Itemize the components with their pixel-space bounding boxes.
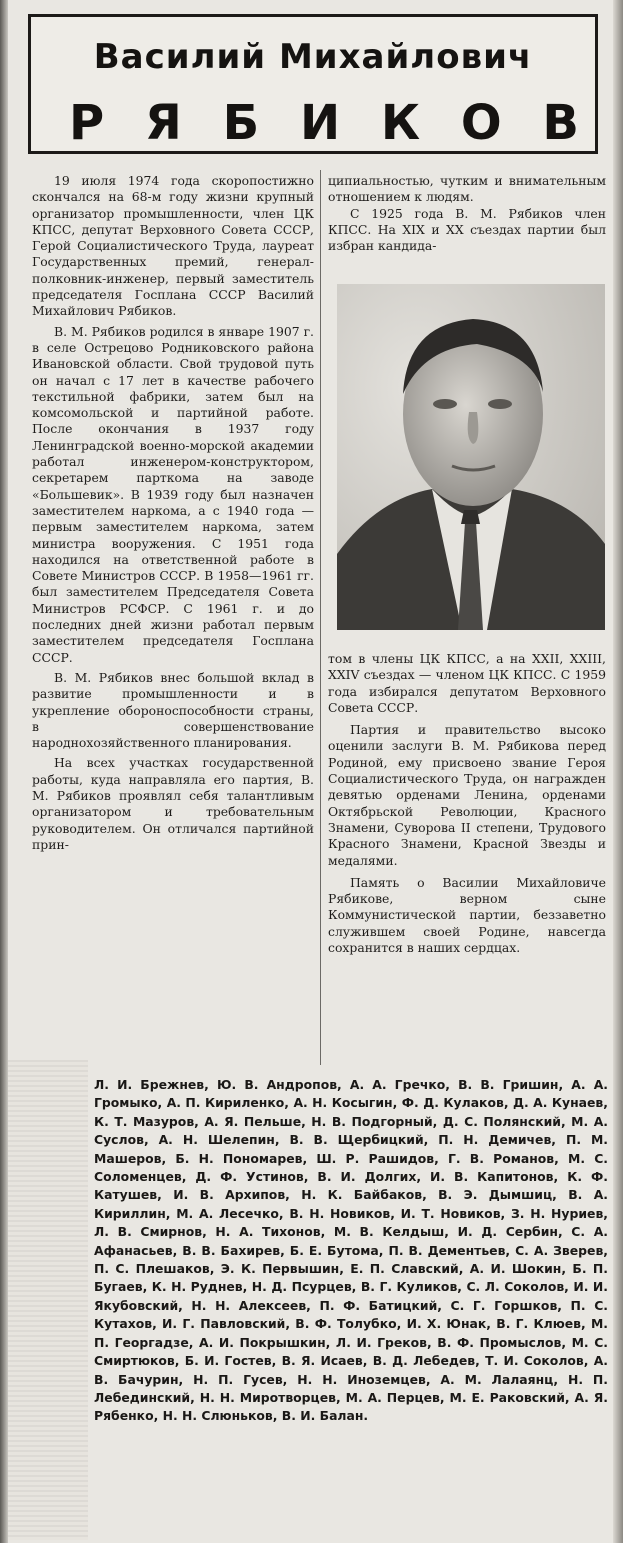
page-edge-left [0,0,8,1543]
title-letter: Б [222,95,260,151]
article-paragraph: На всех участках государственной работы, куда направляла его партия, В. М. Рябиков проявлял себя талантливым организатором и требовательным руководителем. Он отличался партийной прин- [32,755,314,852]
title-letter: И [299,95,341,151]
obituary-title-box [28,14,598,154]
title-letter: В [542,95,579,151]
article-paragraph: Память о Василии Михайловиче Рябикове, верном сыне Коммунистической партии, беззаветно служившем своей Родине, навсегда сохранится в наших сердцах. [328,874,606,956]
title-letter: Р [69,95,105,151]
portrait-photo [337,284,605,630]
article-paragraph: Партия и правительство высоко оценили заслуги В. М. Рябикова перед Родиной, ему присвоено звание Героя Социалистического Труда, он награжден девятью орденами Ленина, орденами Октябрьской Революции, Красного Знамени, Суворова II степени, Трудового Красного Знамени, Красной Звезды и медалями. [328,722,606,868]
title-letter: Я [144,95,182,151]
article-paragraph: В. М. Рябиков родился в январе 1907 г. в селе Острецово Родниковского района Ивановской области. Свой трудовой путь он начал с 17 лет в качестве рабочего текстильной фабрики, затем был на комсомольской и партийной работе. После окончания в 1937 году Ленинградской военно-морской академии работал инженером-конструктором, секретарем парткома на заводе «Большевик». В 1939 году был назначен заместителем наркома, а с 1940 года — первым заместителем наркома, затем министра вооружения. С 1951 года находился на ответственной работе в Совете Министров СССР. В 1958—1961 гг. был заместителем Председателя Совета Министров РСФСР. С 1961 г. и до последних дней жизни работал первым заместителем председателя Госплана СССР. [32,323,314,665]
adjacent-page-fragment [8,1060,88,1540]
title-last-name [69,95,579,151]
article-right-column-bottom [328,651,606,956]
title-letter: К [380,95,421,151]
column-divider [320,170,321,1065]
article-right-column-top [328,173,606,254]
page-edge-right [613,0,623,1543]
article-paragraph: В. М. Рябиков внес большой вклад в развитие промышленности и в укрепление обороноспособности страны, в совершенствование народнохозяйственного планирования. [32,669,314,751]
article-left-column [32,173,314,853]
title-letter: О [460,95,502,151]
article-paragraph: С 1925 года В. М. Рябиков член КПСС. На XIX и XX съездах партии был избран кандида- [328,205,606,254]
article-paragraph: 19 июля 1974 года скоропостижно скончался на 68-м году жизни крупный организатор промышленности, член ЦК КПСС, депутат Верховного Совета СССР, Герой Социалистического Труда, лауреат Государственных премий, генерал-полковник-инженер, первый заместитель председателя Госплана СССР Василий Михайлович Рябиков. [32,173,314,319]
signatories-list: Л. И. Брежнев, Ю. В. Андропов, А. А. Гречко, В. В. Гришин, А. А. Громыко, А. П. Кириленко, А. Н. Косыгин, Ф. Д. Кулаков, Д. А. Кунаев, К. Т. Мазуров, А. Я. Пельше, Н. В. Подгорный, Д. С. Полянский, М. А. Суслов, А. Н. Шелепин, В. В. Щербицкий, П. Н. Демичев, П. М. Машеров, Б. Н. Пономарев, Ш. Р. Рашидов, Г. В. Романов, М. С. Соломенцев, Д. Ф. Устинов, В. И. Долгих, И. В. Капитонов, К. Ф. Катушев, И. В. Архипов, Н. К. Байбаков, В. Э. Дымшиц, В. А. Кириллин, М. А. Лесечко, В. Н. Новиков, И. Т. Новиков, З. Н. Нуриев, Л. В. Смирнов, Н. А. Тихонов, М. В. Келдыш, И. Д. Сербин, С. А. Афанасьев, В. В. Бахирев, Б. Е. Бутома, П. В. Дементьев, С. А. Зверев, П. С. Плешаков, Э. К. Первышин, Е. П. Славский, А. И. Шокин, Б. П. Бугаев, К. Н. Руднев, Н. Д. Псурцев, В. Г. Куликов, С. Л. Соколов, И. И. Якубовский, Н. Н. Алексеев, П. Ф. Батицкий, С. Г. Горшков, П. С. Кутахов, И. Г. Павловский, В. Ф. Толубко, И. Х. Юнак, В. Г. Клюев, М. П. Георгадзе, А. И. Покрышкин, Л. И. Греков, В. Ф. Промыслов, М. С. Смиртюков, Б. И. Гостев, В. Я. Исаев, В. Д. Лебедев, Т. И. Соколов, А. В. Бачурин, Н. П. Гусев, Н. Н. Иноземцев, А. М. Лалаянц, Н. П. Лебединский, Н. Н. Миротворцев, М. А. Перцев, М. Е. Раковский, А. Я. Рябенко, Н. Н. Слюньков, В. И. Балан. [94,1077,608,1424]
article-paragraph: ципиальностью, чутким и внимательным отношением к людям. [328,173,606,205]
article-paragraph: том в члены ЦК КПСС, а на XXII, XXIII, XXIV съездах — членом ЦК КПСС. С 1959 года избирался депутатом Верховного Совета СССР. [328,651,606,715]
title-first-name: Василий Михайлович [93,37,533,77]
